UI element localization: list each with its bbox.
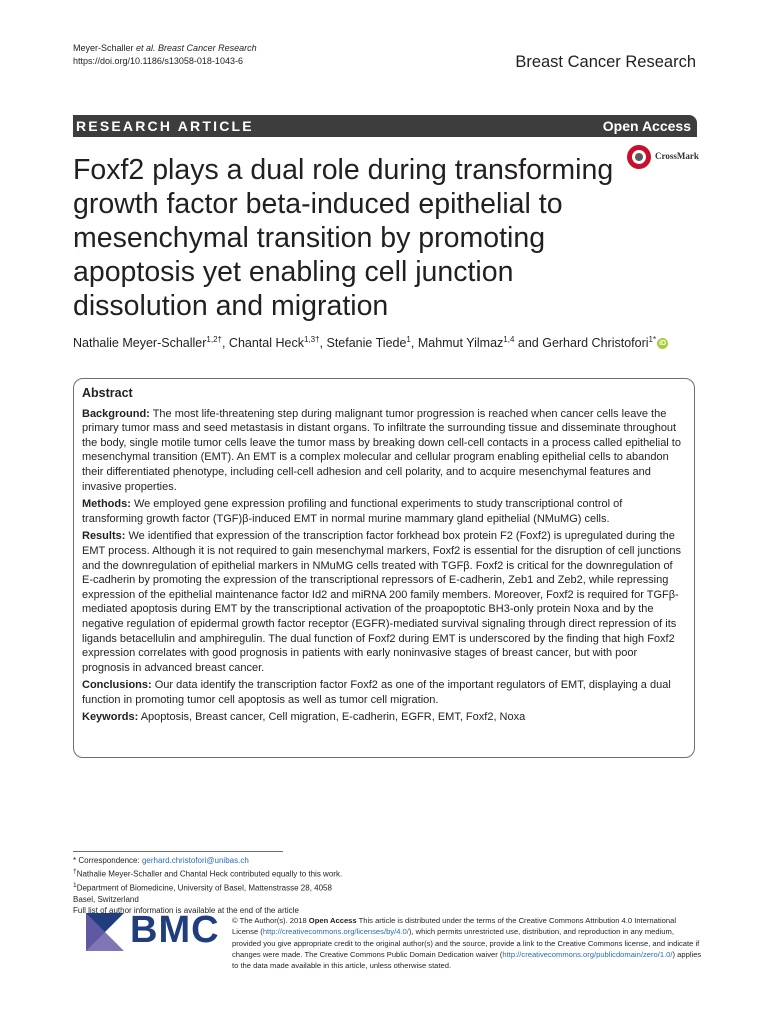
correspondence-email-link[interactable]: gerhard.christofori@unibas.ch <box>141 856 249 865</box>
citation-journal: Breast Cancer Research <box>155 43 257 53</box>
license-statement: © The Author(s). 2018 Open Access This article is distributed under the terms of the Creative Commons Attribution 4.0 International License (http://creativecommons.org/licenses/by/4.0/), which permits unrestricted use, distribution, and reproduction in any medium, provided you give appropriate credit to the original author(s) and the source, provide a link to the Creative Commons license, and indicate if changes were made. The Creative Commons Public Domain Dedication waiver (http://creativecommons.org/publicdomain/zero/1.0/) applies to the data made available in this article, unless otherwise stated. <box>232 916 702 971</box>
citation-etal: et al. <box>136 43 156 53</box>
abstract-conclusions: Conclusions: Our data identify the transcription factor Foxf2 as one of the important regulators of EMT, displaying a dual function in promoting tumor cell apoptosis as well as tumor cell migration. <box>82 679 671 706</box>
crossmark-badge[interactable] <box>627 145 699 171</box>
doi-link[interactable]: https://doi.org/10.1186/s13058-018-1043-6 <box>73 56 243 66</box>
author-3[interactable]: Stefanie Tiede$^1$ <box>326 335 411 351</box>
journal-name: Breast Cancer Research <box>515 53 696 71</box>
footnotes <box>73 851 393 916</box>
citation-authors: Meyer-Schaller <box>73 43 137 53</box>
footnote-divider <box>73 851 283 852</box>
public-domain-link[interactable]: http://creativecommons.org/publicdomain/zero/1.0/ <box>502 949 673 959</box>
full-list-note: Full list of author information is available at the end of the article <box>73 906 299 916</box>
abstract-methods: Methods: We employed gene expression profiling and functional experiments to study transcriptional control of transforming growth factor (TGF)β-induced EMT in normal murine mammary gland epithelial (NMuMG) cells. <box>82 498 623 525</box>
author-5[interactable]: Gerhard Christofori$^{1*}$ <box>542 335 657 351</box>
abstract-box <box>73 378 695 758</box>
author-1[interactable]: Nathalie Meyer-Schaller$^{1,2\dagger}$ <box>73 335 222 351</box>
bmc-logo-text: BMC <box>130 909 220 951</box>
article-type: RESEARCH ARTICLE <box>76 118 254 134</box>
article-title: Foxf2 plays a dual role during transforming growth factor beta-induced epithelial to mesenchymal transition by promoting apoptosis yet enabling cell junction dissolution and migration <box>73 154 614 322</box>
affiliation-note-cont: Basel, Switzerland <box>73 894 139 904</box>
abstract-heading: Abstract <box>82 386 133 400</box>
affiliation-note: $^1$Department of Biomedicine, University of Basel, Mattenstrasse 28, 4058 <box>73 882 332 893</box>
article-banner <box>73 115 697 137</box>
license-link[interactable]: http://creativecommons.org/licenses/by/4.0/ <box>262 927 409 937</box>
bmc-logo <box>86 909 220 953</box>
abstract-keywords: Keywords: Apoptosis, Breast cancer, Cell migration, E-cadherin, EGFR, EMT, Foxf2, Noxa <box>82 711 526 724</box>
article-citation <box>73 42 257 68</box>
author-2[interactable]: Chantal Heck$^{1,3\dagger}$ <box>228 335 320 351</box>
author-4[interactable]: Mahmut Yilmaz$^{1,4}$ <box>417 335 515 351</box>
correspondence: * Correspondence: gerhard.christofori@unibas.ch <box>73 856 249 865</box>
crossmark-label: CrossMark <box>655 151 699 161</box>
orcid-icon[interactable]: iD <box>659 340 667 348</box>
open-access-label: Open Access <box>602 118 691 134</box>
abstract-results: Results: We identified that expression of the transcription factor forkhead box protein F2 (Foxf2) is upregulated during the EMT process. Although it is not required to gain mesenchymal markers, Foxf2 is essential for the disruption of cell junctions and the downregulation of epithelial markers in NMuMG cells treated with TGFβ. Foxf2 is critical for the downregulation of E-cadherin by promoting the expression of the transcriptional repressors of E-cadherin, Zeb1 and Zeb2, while repressing expression of the epithelial maintenance factor Id2 and miRNA 200 family members. Moreover, Foxf2 is required for TGFβ-mediated apoptosis during EMT by the transcriptional activation of the proapoptotic BH3-only protein Noxa and by the negative regulation of epidermal growth factor receptor (EGFR)-mediated survival signaling through direct repression of its ligands betacellulin and amphiregulin. The dual function of Foxf2 during EMT is underscored by the finding that high Foxf2 expression correlates with good prognosis in patients with early noninvasive stages of breast cancer, but with poor prognosis in advanced breast cancer. <box>82 530 681 674</box>
author-list: Nathalie Meyer-Schaller$^{1,2\dagger}$, Chantal Heck$^{1,3\dagger}$, Stefanie Tiede$^1$, Mahmut Yilmaz$^{1,4}$ and Gerhard Christofori$^{1*}$ iD <box>73 335 667 351</box>
crossmark-icon <box>627 145 651 169</box>
equal-contribution-note: †Nathalie Meyer-Schaller and Chantal Heck contributed equally to this work. <box>73 868 343 879</box>
abstract-background: Background: The most life-threatening step during malignant tumor progression is reached when cancer cells leave the primary tumor mass and seed metastasis in distant organs. To infiltrate the surrounding tissue and disseminate throughout the body, single motile tumor cells leave the tumor mass by breaking down cell-cell contacts in a process called epithelial to mesenchymal transition (EMT). An EMT is a complex molecular and cellular program enabling epithelial cells to abandon their differentiated phenotype, including cell-cell adhesion and cell polarity, and to acquire mesenchymal features and invasive properties. <box>82 407 681 493</box>
